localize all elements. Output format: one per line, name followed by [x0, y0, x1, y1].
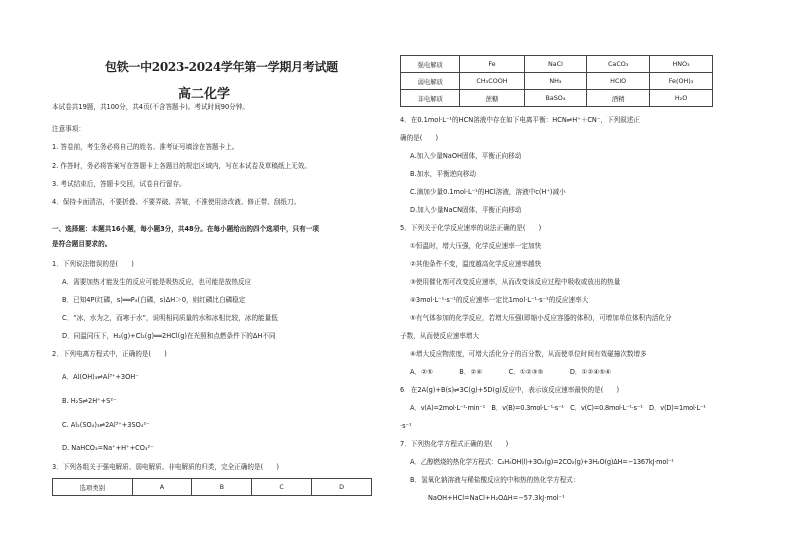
q4-stem-line2: 确的是( ) — [400, 134, 439, 142]
q7-option-b-equation: NaOH+HCl=NaCl+H₂OΔH=−57.3kJ·mol⁻¹ — [428, 494, 565, 502]
q5-options: A．②⑤ B．②⑥ C．①②③⑤ D．①②④⑤⑥ — [410, 368, 612, 376]
q7-option-b: B．氢氧化钠溶液与稀盐酸反应的中和热的热化学方程式： — [410, 476, 580, 484]
table-cell: HNO₃ — [650, 56, 713, 73]
section1-line1: 一、选择题：本题共16小题，每小题3分，共48分。在每小题给出的四个选项中，只有一项 — [52, 225, 319, 233]
q1-option-b: B．已知4P(红磷，s)══P₄(白磷，s)ΔH＞0，则红磷比白磷稳定 — [62, 296, 246, 304]
exam-title: 包铁一中2023-2024学年第一学期月考试题 — [105, 60, 338, 74]
section1-line2: 是符合题目要求的。 — [52, 240, 112, 248]
q5-statement-5a: ⑤有气体参加的化学反应，若增大压强(即缩小反应容器的体积)，可增加单位体积内活化分 — [410, 314, 672, 322]
table-cell: NaCl — [524, 56, 587, 73]
note-4: 4．保持卡面清洁，不要折叠、不要弄破、弄皱，不准使用涂改液、修正带、刮纸刀。 — [52, 198, 301, 206]
q3-header-c: C — [252, 479, 312, 496]
intro-summary: 本试卷共19题，共100分，共4页(不含答题卡)。考试时间90分钟。 — [52, 103, 249, 111]
q5-statement-2: ②其他条件不变，温度越高化学反应速率越快 — [410, 260, 542, 268]
table-cell: NH₃ — [524, 73, 587, 90]
q3-header-category: 选项类别 — [53, 479, 133, 496]
q2-option-c: C. Al₂(SO₄)₃⇌2Al³⁺+3SO₄²⁻ — [62, 421, 150, 429]
q1-option-d: D．同温同压下，H₂(g)+Cl₂(g)══2HCl(g)在光照和点燃条件下的ΔH不同 — [62, 332, 276, 340]
table-cell: Fe(OH)₃ — [650, 73, 713, 90]
q7-stem: 7．下列热化学方程式正确的是( ) — [400, 440, 509, 448]
q5-statement-6: ⑥增大反应物浓度，可增大活化分子的百分数，从而使单位时间有效碰撞次数增多 — [410, 350, 647, 358]
q4-option-c: C.滴加少量0.1mol·L⁻¹的HCl溶液，溶液中c(H⁺)减小 — [410, 188, 566, 196]
q5-statement-4: ④3mol·L⁻¹·s⁻¹的反应速率一定比1mol·L⁻¹·s⁻¹的反应速率大 — [410, 296, 589, 304]
table-cell: BaSO₄ — [524, 90, 587, 107]
table-cell: Fe — [460, 56, 524, 73]
q1-option-c: C．“冰，水为之，而寒于水”，说明相同质量的水和冰相比较，冰的能量低 — [62, 314, 278, 322]
table-cell: H₂O — [650, 90, 713, 107]
table-row — [401, 56, 713, 73]
table-cell: 酒精 — [587, 90, 650, 107]
q3-table-header — [52, 478, 372, 496]
q2-option-d: D. NaHCO₃=Na⁺+H⁺+CO₃²⁻ — [62, 444, 154, 452]
q3-header-d: D — [312, 479, 372, 496]
q6-options-tail: ·s⁻¹ — [400, 422, 412, 430]
q3-table — [400, 55, 713, 107]
q5-stem: 5．下列关于化学反应速率的说法正确的是( ) — [400, 224, 542, 232]
table-cell: 蔗糖 — [460, 90, 524, 107]
table-cell: CaCO₃ — [587, 56, 650, 73]
q5-statement-1: ①恒温时，增大压强，化学反应速率一定加快 — [410, 242, 542, 250]
q6-options: A．v(A)=2mol·L⁻¹·min⁻¹ B．v(B)=0.3mol·L⁻¹·s⁻¹ C．v(C)=0.8mol·L⁻¹·s⁻¹ D．v(D)=1mol·L⁻¹ — [410, 404, 706, 412]
table-row — [401, 73, 713, 90]
q2-option-b: B. H₂S⇌2H⁺+S²⁻ — [62, 397, 117, 405]
table-cell: 非电解质 — [401, 90, 460, 107]
q4-stem-line1: 4．在0.1mol·L⁻¹的HCN溶液中存在如下电离平衡：HCN⇌H⁺＋CN⁻，下列叙述正 — [400, 116, 640, 124]
notes-title: 注意事项： — [52, 125, 85, 133]
note-3: 3. 考试结束后，答题卡交回，试卷自行留存。 — [52, 180, 186, 188]
q4-option-b: B.加水，平衡逆向移动 — [410, 170, 476, 178]
table-cell: HClO — [587, 73, 650, 90]
table-cell: 强电解质 — [401, 56, 460, 73]
q2-stem: 2．下列电离方程式中，正确的是( ) — [52, 350, 167, 358]
q1-stem: 1．下列说法错误的是( ) — [52, 260, 134, 268]
q3-stem: 3．下列各组关于强电解质、弱电解质、非电解质的归类，完全正确的是( ) — [52, 463, 279, 471]
note-1: 1. 答卷前，考生务必将自己的姓名、准考证号填涂在答题卡上。 — [52, 143, 239, 151]
q7-option-a: A．乙醇燃烧的热化学方程式：C₂H₅OH(l)+3O₂(g)=2CO₂(g)+3H₂O(g)ΔH=−1367kJ·mol⁻¹ — [410, 458, 674, 466]
table-cell: 弱电解质 — [401, 73, 460, 90]
q4-option-a: A.加入少量NaOH固体，平衡正向移动 — [410, 152, 522, 160]
q3-header-b: B — [192, 479, 252, 496]
table-row — [401, 90, 713, 107]
exam-subject: 高二化学 — [178, 87, 231, 102]
q6-stem: 6 在2A(g)+B(s)⇌3C(g)+5D(g)反应中，表示该反应速率最快的是( ) — [400, 386, 620, 394]
q5-statement-5b: 子数，从而使反应速率增大 — [400, 332, 480, 340]
q5-statement-3: ③使用催化剂可改变反应速率，从而改变该反应过程中吸收或放出的热量 — [410, 278, 621, 286]
q2-option-a: A．Al(OH)₃⇌Al³⁺+3OH⁻ — [62, 373, 139, 381]
note-2: 2. 作答时，务必将答案写在答题卡上各题目的规定区域内，写在本试卷及草稿纸上无效。 — [52, 162, 311, 170]
q4-option-d: D.加入少量NaCN固体，平衡正向移动 — [410, 206, 522, 214]
q1-option-a: A．需要加热才能发生的反应可能是吸热反应，也可能是放热反应 — [62, 278, 252, 286]
table-cell: CH₃COOH — [460, 73, 524, 90]
q3-header-a: A — [132, 479, 192, 496]
